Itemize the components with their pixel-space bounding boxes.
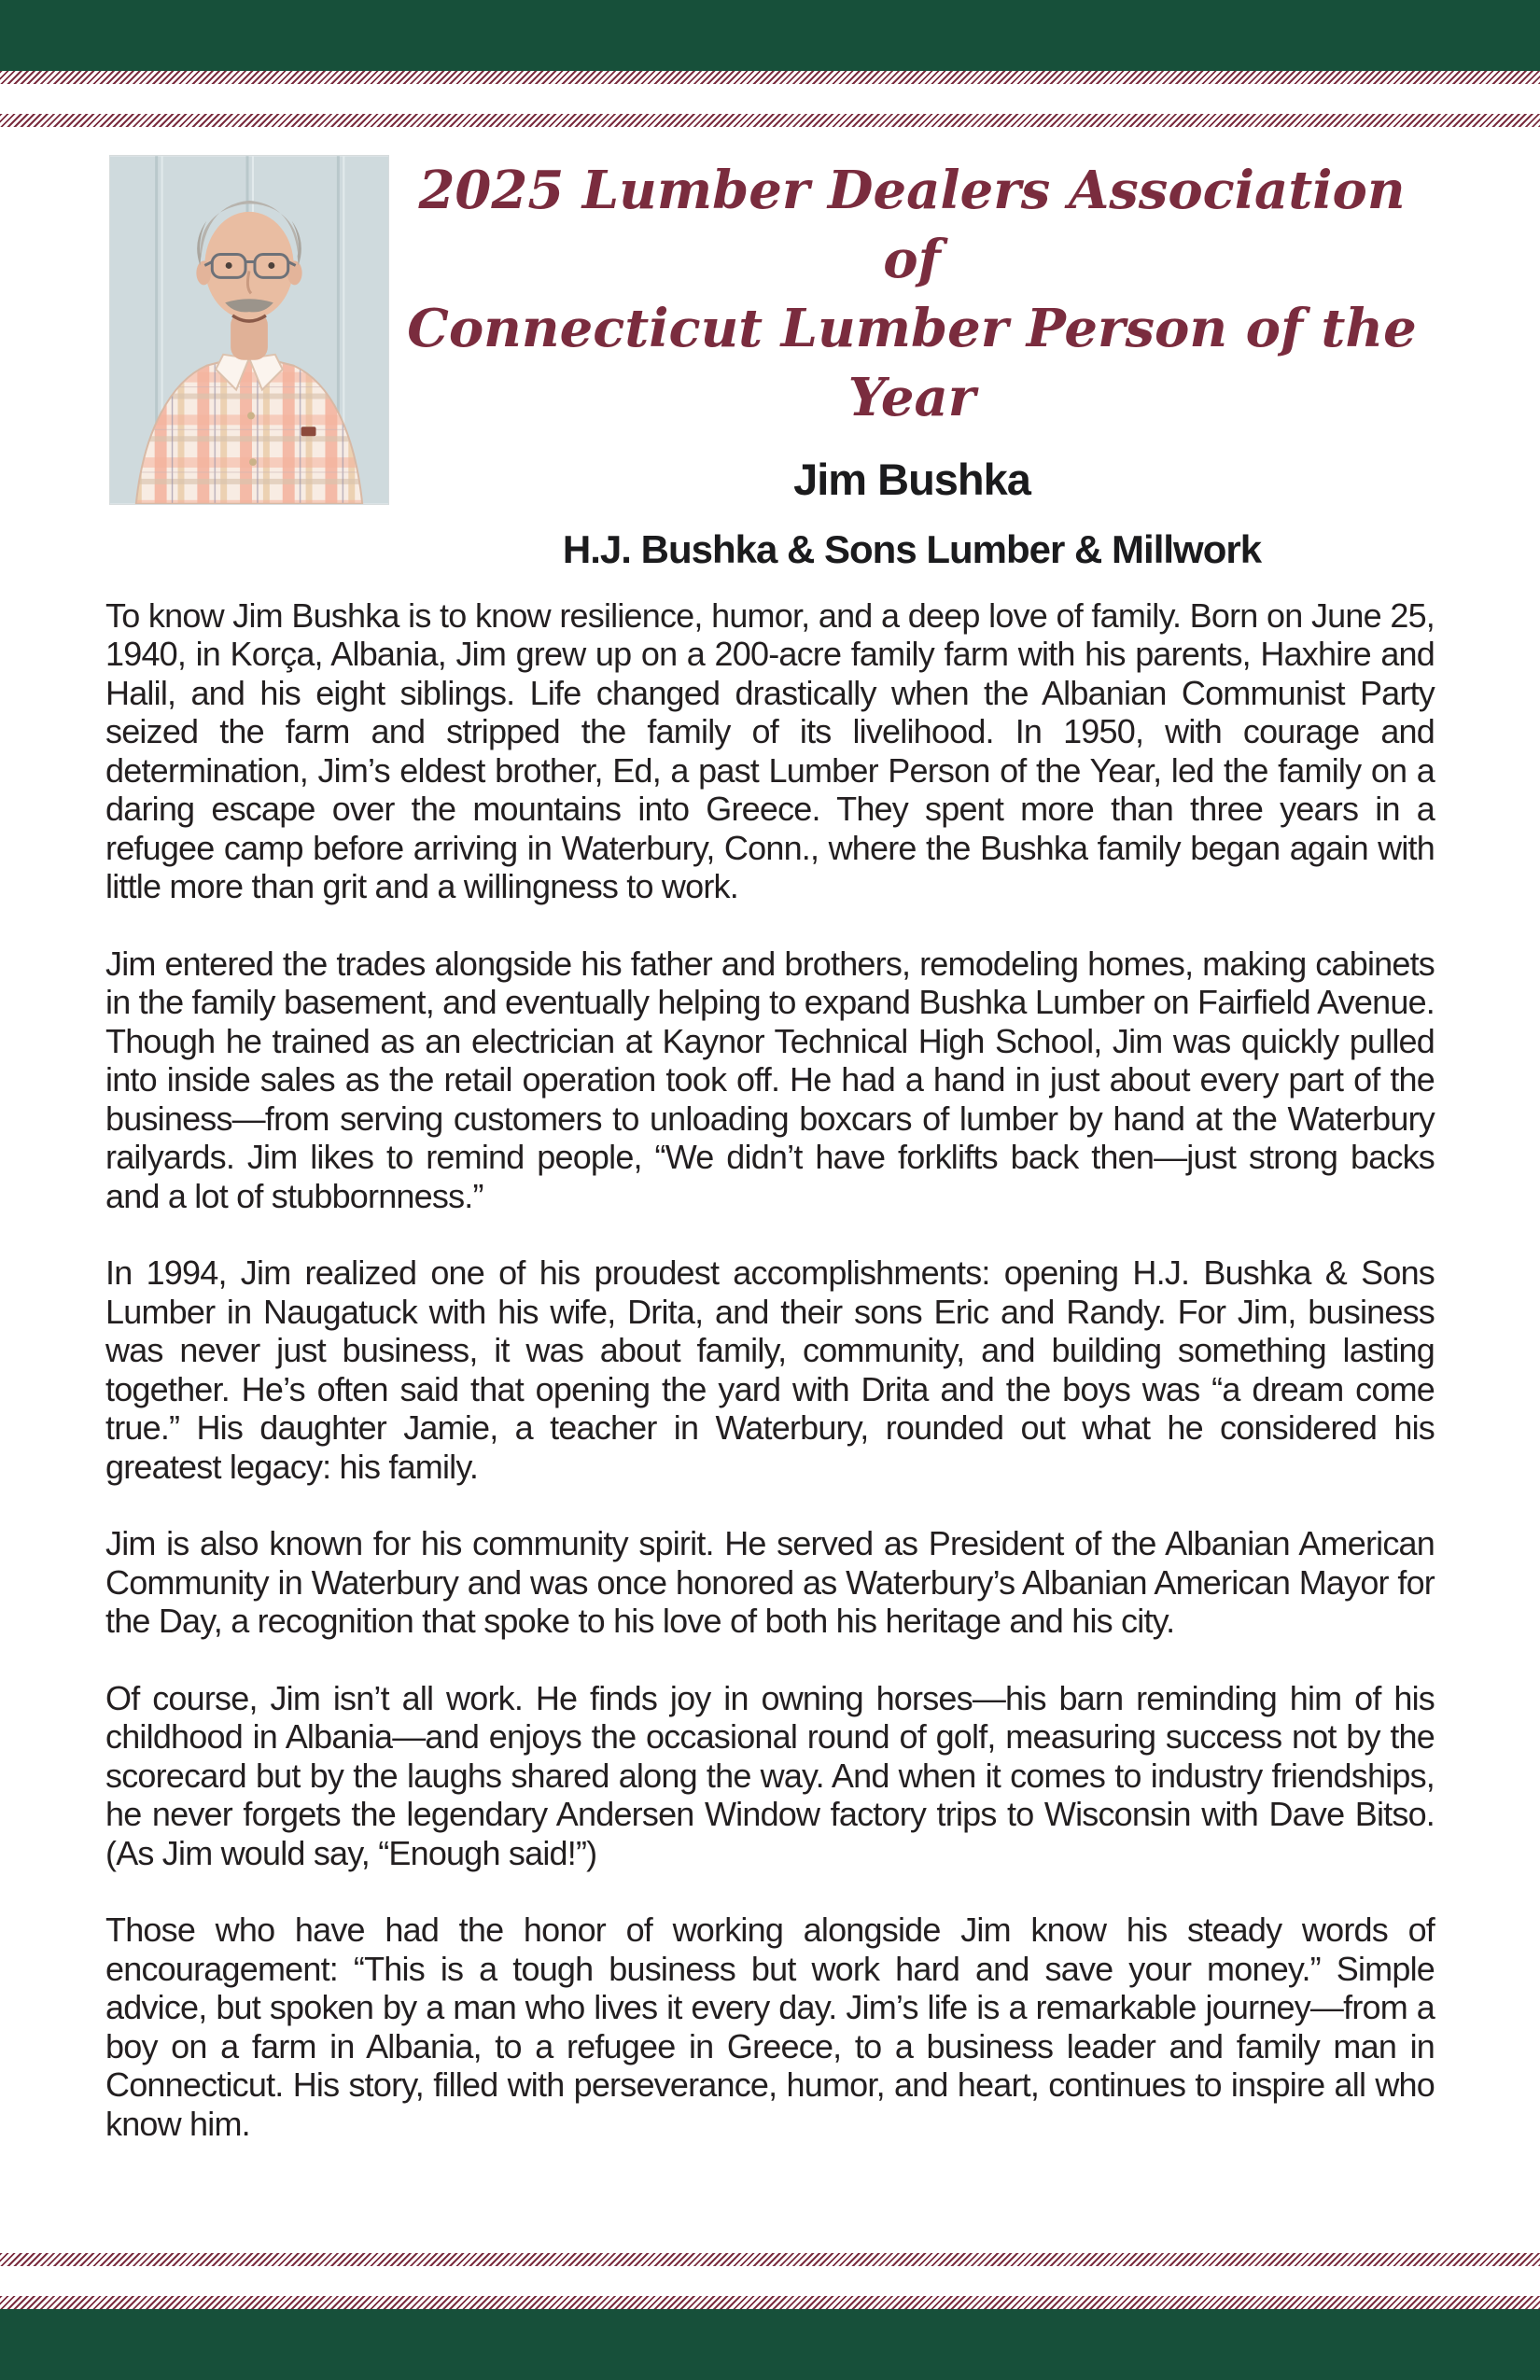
- top-green-bar: [0, 0, 1540, 71]
- top-stripe-gap: [0, 84, 1540, 114]
- award-title-line2: Connecticut Lumber Person of the Year: [407, 297, 1417, 428]
- top-stripe-1: [0, 71, 1540, 84]
- paragraph-1: To know Jim Bushka is to know resilience, humor, and a deep love of family. Born on June 25, 1940, in Korça, Albania, Jim grew up on a 200-acre family farm with his parents, Haxhire and Halil, and his eight siblings. Life changed drastically when the Albanian Communist Party seized the farm and stripped the family of its livelihood. In 1950, with courage and determination, Jim’s eldest brother, Ed, a past Lumber Person of the Year, led the family on a daring escape over the mountains into Greece. They spent more than three years in a refugee camp before arriving in Waterbury, Conn., where the Bushka family began again with little more than grit and a willingness to work.: [105, 595, 1435, 906]
- bottom-stripe-1: [0, 2253, 1540, 2266]
- paragraph-3: In 1994, Jim realized one of his proudest accomplishments: opening H.J. Bushka & Sons Lumber in Naugatuck with his wife, Drita, and their sons Eric and Randy. For Jim, business was never just business, it was about family, community, and building something lasting together. He’s often said that opening the yard with Drita and the boys was “a dream come true.” His daughter Jamie, a teacher in Waterbury, rounded out what he considered his greatest legacy: his family.: [105, 1253, 1435, 1486]
- bottom-stripe-gap: [0, 2266, 1540, 2296]
- paragraph-5: Of course, Jim isn’t all work. He finds joy in owning horses—his barn reminding him of his childhood in Albania—and enjoys the occasional round of golf, measuring success not by the scorecard but by the laughs shared along the way. And when it comes to industry friendships, he never forgets the legendary Andersen Window factory trips to Wisconsin with Dave Bitso. (As Jim would say, “Enough said!”): [105, 1678, 1435, 1872]
- company-name: H.J. Bushka & Sons Lumber & Millwork: [562, 526, 1262, 571]
- top-stripe-2: [0, 114, 1540, 127]
- honoree-name: Jim Bushka: [793, 454, 1030, 504]
- paragraph-4: Jim is also known for his community spirit. He served as President of the Albanian American Community in Waterbury and was once honored as Waterbury’s Albanian American Mayor for the Day, a recognition that spoke to his love of both his heritage and his city.: [105, 1524, 1435, 1641]
- top-border: [0, 0, 1540, 127]
- bottom-stripe-2: [0, 2296, 1540, 2309]
- header: [109, 155, 1435, 572]
- paragraph-6: Those who have had the honor of working alongside Jim know his steady words of encouragement: “This is a tough business but work hard and save your money.” Simple advice, but spoken by a man who lives it every day. Jim’s life is a remarkable journey—from a boy on a farm in Albania, to a refugee in Greece, to a business leader and family man in Connecticut. His story, filled with perseverance, humor, and heart, continues to inspire all who know him.: [105, 1911, 1435, 2143]
- article-body: [105, 596, 1435, 2144]
- bottom-border: [0, 2253, 1540, 2380]
- portrait-photo: [109, 155, 389, 505]
- portrait-illustration: [110, 156, 388, 504]
- award-title-line1: 2025 Lumber Dealers Association of: [418, 160, 1406, 290]
- header-text: [389, 155, 1435, 572]
- bottom-green-bar: [0, 2309, 1540, 2380]
- paragraph-2: Jim entered the trades alongside his father and brothers, remodeling homes, making cabinets in the family basement, and eventually helping to expand Bushka Lumber on Fairfield Avenue. Though he trained as an electrician at Kaynor Technical High School, Jim was quickly pulled into inside sales as the retail operation took off. He had a hand in just about every part of the business—from serving customers to unloading boxcars of lumber by hand at the Waterbury railyards. Jim likes to remind people, “We didn’t have forklifts back then—just strong backs and a lot of stubbornness.”: [105, 944, 1435, 1215]
